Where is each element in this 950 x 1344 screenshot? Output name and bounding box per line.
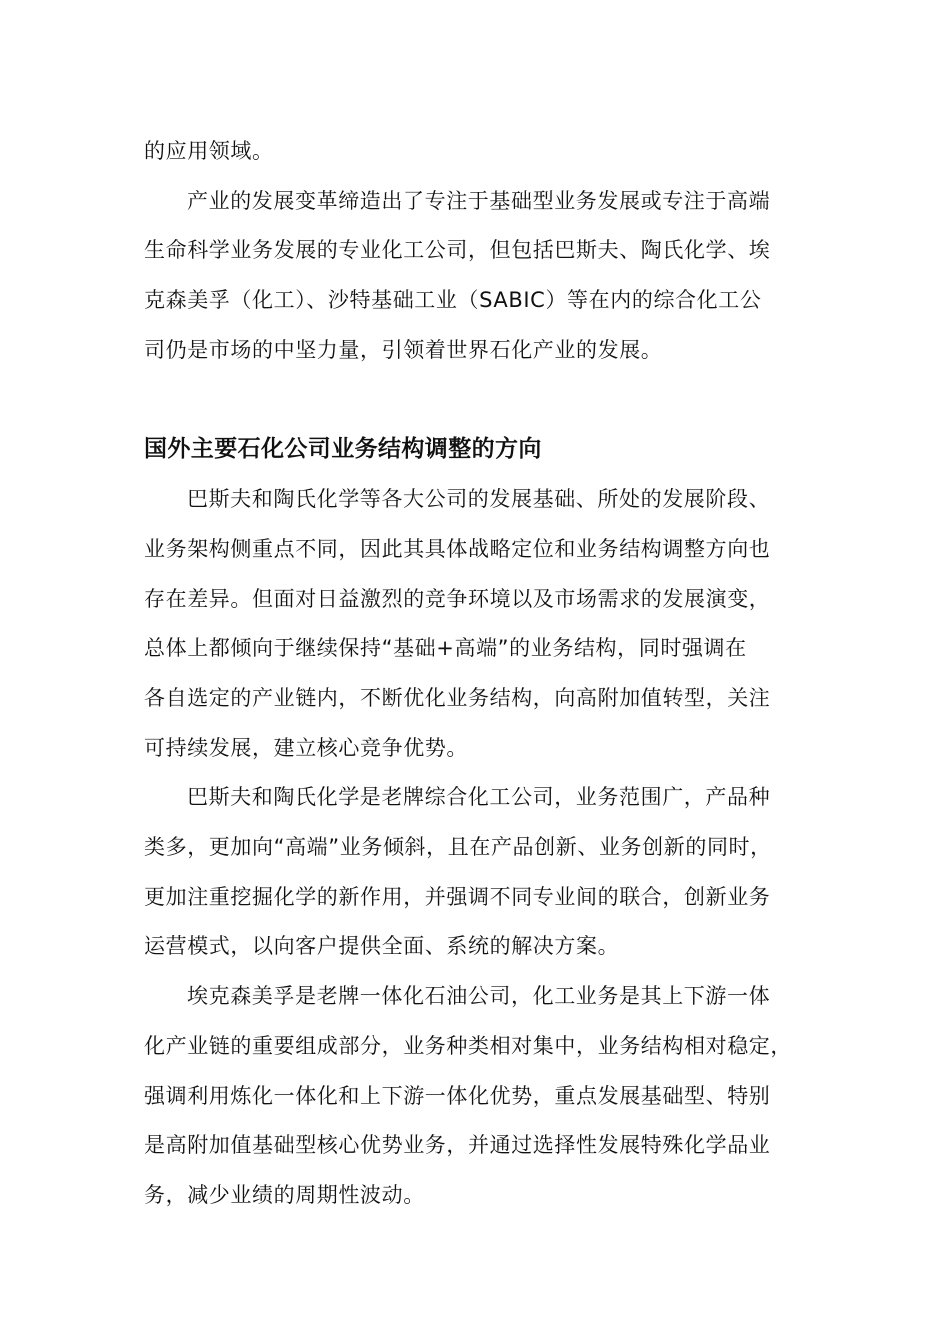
paragraph-line: 是高附加值基础型核心优势业务，并通过选择性发展特殊化学品业 bbox=[144, 1133, 771, 1157]
paragraph-line: 化产业链的重要组成部分，业务种类相对集中，业务结构相对稳定， bbox=[144, 1034, 792, 1058]
paragraph-line: 的应用领域。 bbox=[144, 139, 274, 163]
paragraph-line: 类多，更加向“高端”业务倾斜，且在产品创新、业务创新的同时， bbox=[144, 835, 772, 859]
section-heading: 国外主要石化公司业务结构调整的方向 bbox=[144, 436, 542, 462]
paragraph-line: 强调利用炼化一体化和上下游一体化优势，重点发展基础型、特别 bbox=[144, 1084, 771, 1108]
paragraph-line: 巴斯夫和陶氏化学等各大公司的发展基础、所处的发展阶段、 bbox=[187, 487, 771, 511]
paragraph-line: 巴斯夫和陶氏化学是老牌综合化工公司，业务范围广，产品种 bbox=[187, 785, 771, 809]
paragraph-line: 生命科学业务发展的专业化工公司，但包括巴斯夫、陶氏化学、埃 bbox=[144, 238, 771, 262]
paragraph-line: 可持续发展，建立核心竞争优势。 bbox=[144, 736, 468, 760]
paragraph-line: 存在差异。但面对日益激烈的竞争环境以及市场需求的发展演变， bbox=[144, 587, 771, 611]
paragraph-line: 业务架构侧重点不同，因此其具体战略定位和业务结构调整方向也 bbox=[144, 537, 771, 561]
paragraph-line: 总体上都倾向于继续保持“基础+高端”的业务结构，同时强调在 bbox=[144, 636, 747, 660]
paragraph-line: 产业的发展变革缔造出了专注于基础型业务发展或专注于高端 bbox=[187, 189, 771, 213]
paragraph-line: 司仍是市场的中坚力量，引领着世界石化产业的发展。 bbox=[144, 338, 663, 362]
paragraph-line: 各自选定的产业链内，不断优化业务结构，向高附加值转型，关注 bbox=[144, 686, 771, 710]
paragraph-line: 克森美孚（化工）、沙特基础工业（SABIC）等在内的综合化工公 bbox=[144, 288, 762, 312]
paragraph-line: 更加注重挖掘化学的新作用，并强调不同专业间的联合，创新业务 bbox=[144, 885, 771, 909]
paragraph-line: 埃克森美孚是老牌一体化石油公司，化工业务是其上下游一体 bbox=[187, 984, 771, 1008]
paragraph-line: 务，减少业绩的周期性波动。 bbox=[144, 1183, 425, 1207]
paragraph-line: 运营模式，以向客户提供全面、系统的解决方案。 bbox=[144, 934, 620, 958]
